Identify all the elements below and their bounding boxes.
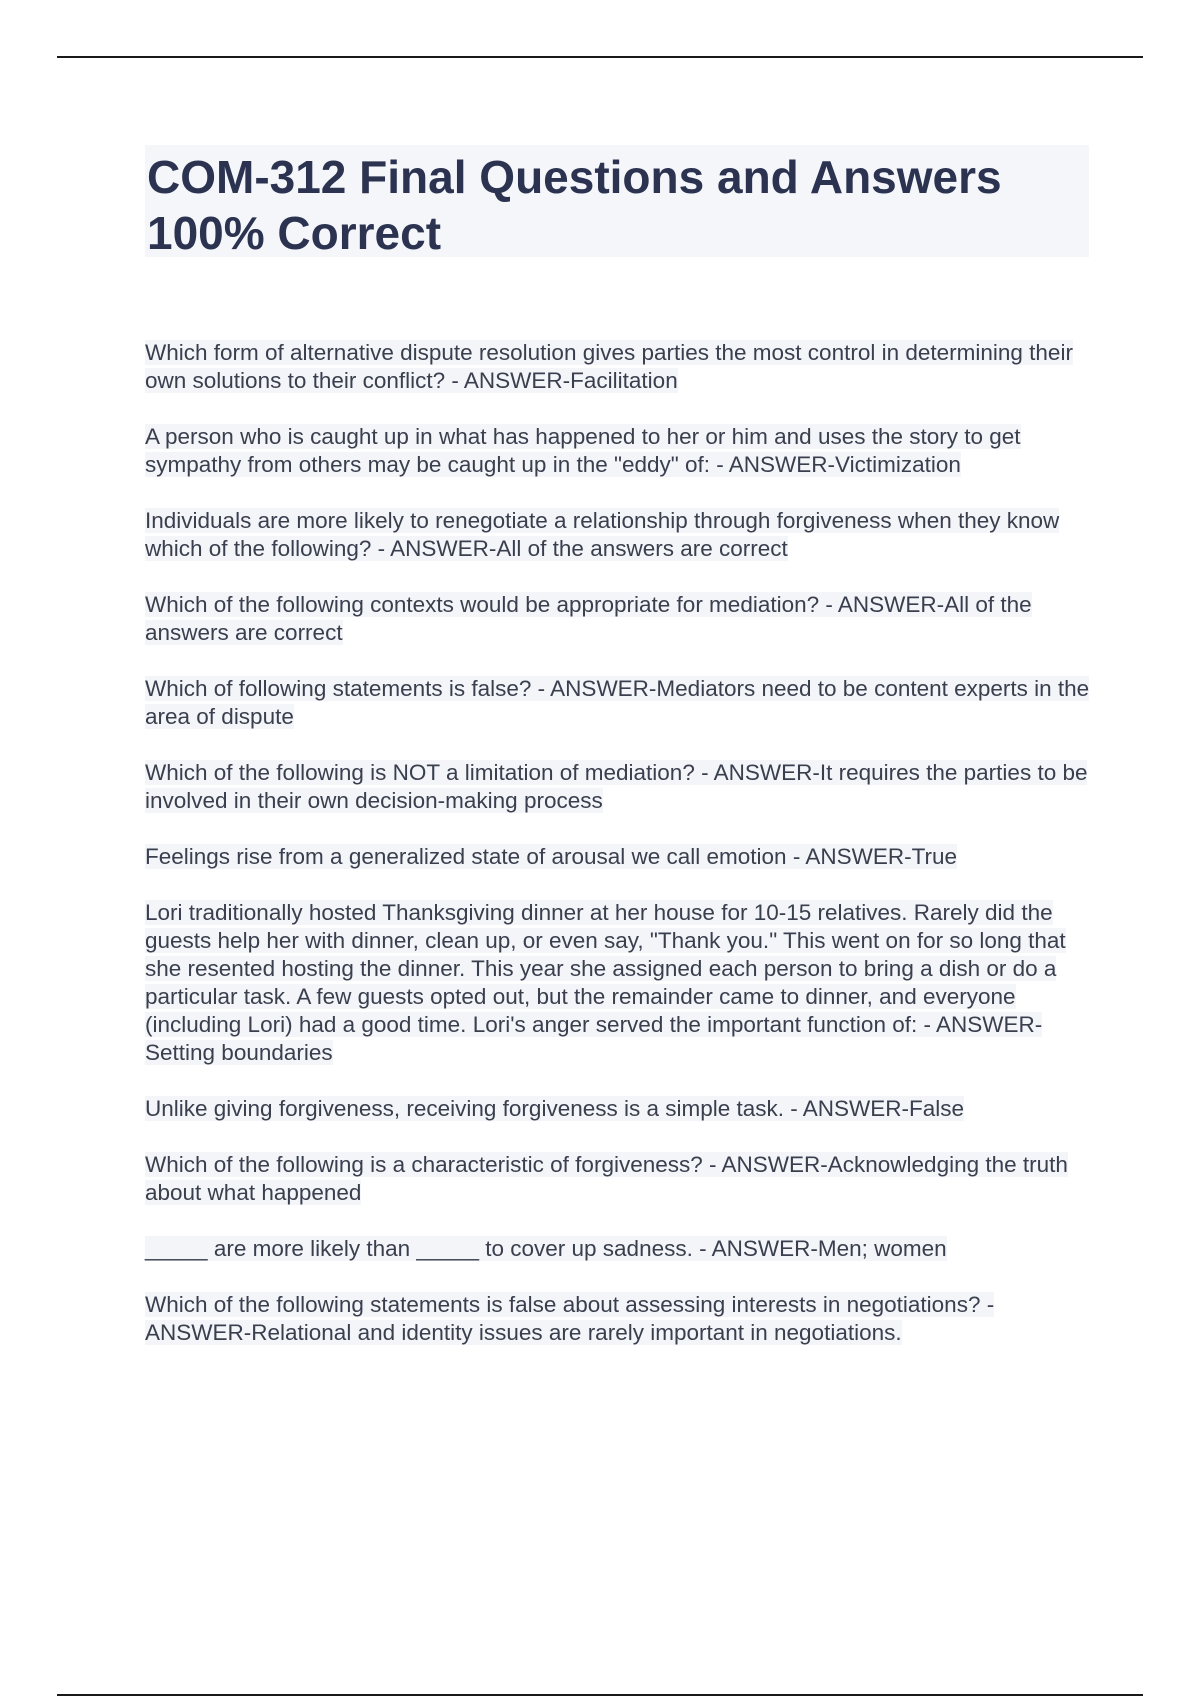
qa-item [145, 423, 1095, 479]
qa-text: Which of the following is NOT a limitation of mediation? - ANSWER-It requires the parties to be involved in their own decision-making process [145, 760, 1088, 813]
document-title: COM-312 Final Questions and Answers 100% Correct [147, 151, 1002, 259]
bottom-rule [57, 1694, 1143, 1696]
qa-text: Lori traditionally hosted Thanksgiving dinner at her house for 10-15 relatives. Rarely did the guests help her with dinner, clean up, or even say, "Thank you." This went on for so long that she resented hosting the dinner. This year she assigned each person to bring a dish or do a particular task. A few guests opted out, but the remainder came to dinner, and everyone (including Lori) had a good time. Lori's anger served the important function of: - ANSWER-Setting boundaries [145, 900, 1066, 1065]
qa-item [145, 339, 1095, 395]
qa-text: Unlike giving forgiveness, receiving forgiveness is a simple task. - ANSWER-False [145, 1096, 965, 1121]
qa-item [145, 507, 1095, 563]
qa-text: Individuals are more likely to renegotiate a relationship through forgiveness when they know which of the following? - ANSWER-All of the answers are correct [145, 508, 1060, 561]
title-box [145, 145, 1089, 257]
qa-item [145, 899, 1095, 1067]
qa-text: Which of the following statements is false about assessing interests in negotiations? - ANSWER-Relational and identity issues are rarely important in negotiations. [145, 1292, 995, 1345]
qa-item [145, 1151, 1095, 1207]
qa-text: Which of the following contexts would be appropriate for mediation? - ANSWER-All of the answers are correct [145, 592, 1032, 645]
qa-item [145, 1095, 1095, 1123]
qa-text: A person who is caught up in what has happened to her or him and uses the story to get sympathy from others may be caught up in the "eddy" of: - ANSWER-Victimization [145, 424, 1021, 477]
qa-text: Which form of alternative dispute resolution gives parties the most control in determining their own solutions to their conflict? - ANSWER-Facilitation [145, 340, 1073, 393]
qa-list [145, 339, 1095, 1375]
qa-item [145, 675, 1095, 731]
qa-text: _____ are more likely than _____ to cover up sadness. - ANSWER-Men; women [145, 1236, 947, 1261]
qa-text: Which of following statements is false? - ANSWER-Mediators need to be content experts in the area of dispute [145, 676, 1090, 729]
qa-text: Which of the following is a characteristic of forgiveness? - ANSWER-Acknowledging the truth about what happened [145, 1152, 1068, 1205]
qa-item [145, 1291, 1095, 1347]
qa-item [145, 1235, 1095, 1263]
qa-text: Feelings rise from a generalized state of arousal we call emotion - ANSWER-True [145, 844, 957, 869]
qa-item [145, 843, 1095, 871]
qa-item [145, 759, 1095, 815]
top-rule [57, 56, 1143, 58]
qa-item [145, 591, 1095, 647]
